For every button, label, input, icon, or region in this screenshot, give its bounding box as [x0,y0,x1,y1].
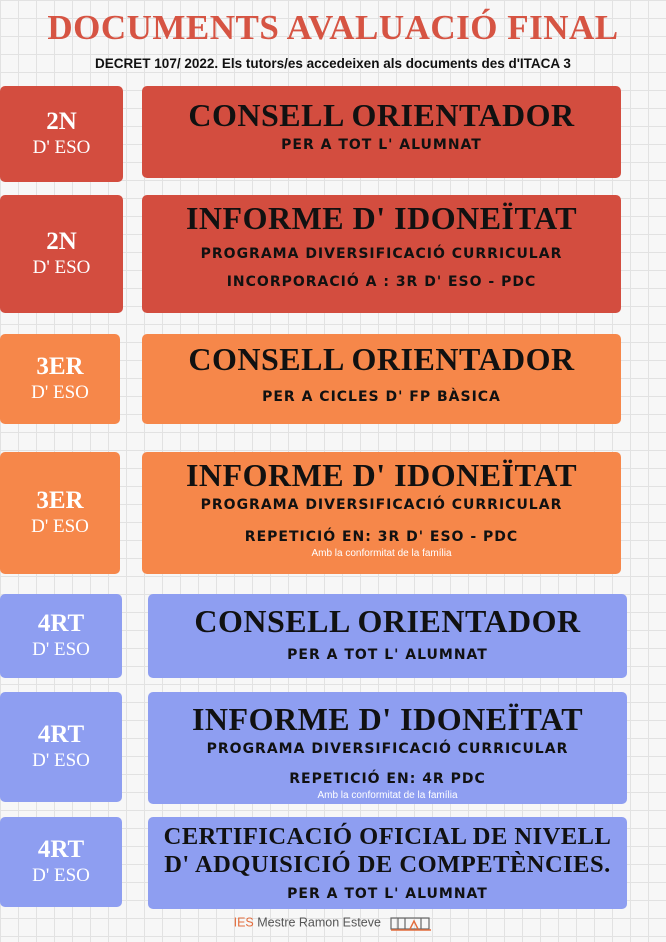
card-line: PER A CICLES D' FP BÀSICA [262,389,501,405]
card-line: PER A TOT L' ALUMNAT [281,137,482,153]
card-informe-idoneitat-3er [142,452,621,574]
card-heading: INFORME D' IDONEÏTAT [185,457,578,493]
card-heading-line-2: D' ADQUISICIÓ DE COMPETÈNCIES. [164,851,611,878]
grade-level: 2N [46,108,77,135]
card-heading: INFORME D' IDONEÏTAT [191,701,584,737]
card-line: PROGRAMA DIVERSIFICACIÓ CURRICULAR [200,497,563,513]
grade-level: 4RT [37,721,85,748]
card-heading: CONSELL ORIENTADOR [188,97,575,133]
card-line: PER A TOT L' ALUMNAT [287,647,488,663]
card-heading: CONSELL ORIENTADOR [194,603,581,639]
card-heading-line-1: CERTIFICACIÓ OFICIAL DE NIVELL [163,823,612,850]
card-line: PROGRAMA DIVERSIFICACIÓ CURRICULAR [206,741,569,757]
grade-stage: D' ESO [31,382,89,403]
grade-stage: D' ESO [32,137,91,158]
card-informe-idoneitat-4rt [148,692,627,804]
card-line: REPETICIÓ EN: 4R PDC [289,771,486,787]
card-heading: INFORME D' IDONEÏTAT [185,200,578,236]
grade-badge-2n-consell [0,86,123,182]
page-subtitle: DECRET 107/ 2022. Els tutors/es accedeixen als documents des d'ITACA 3 [95,56,571,71]
card-consell-orientador-3er [142,334,621,424]
grade-stage: D' ESO [32,865,90,886]
card-line: PER A TOT L' ALUMNAT [287,886,488,902]
grade-badge-4rt-consell [0,594,122,678]
card-heading: CONSELL ORIENTADOR [188,341,575,377]
school-logo-icon [390,915,432,931]
grade-badge-4rt-certificacio [0,817,122,907]
card-note: Amb la conformitat de la família [311,548,452,559]
grade-level: 2N [46,228,77,255]
grade-stage: D' ESO [32,257,91,278]
grade-level: 3ER [36,353,84,380]
grade-level: 4RT [37,610,85,637]
card-line: PROGRAMA DIVERSIFICACIÓ CURRICULAR [200,246,563,262]
grade-badge-2n-informe [0,195,123,313]
grade-stage: D' ESO [32,750,90,771]
page-title: DOCUMENTS AVALUACIÓ FINAL [47,8,619,47]
grade-stage: D' ESO [32,639,90,660]
card-certificacio-oficial-4rt [148,817,627,909]
grade-badge-3er-consell [0,334,120,424]
grade-level: 4RT [37,836,85,863]
card-consell-orientador-4rt [148,594,627,678]
card-consell-orientador-2n [142,86,621,178]
card-note: Amb la conformitat de la família [317,790,458,801]
grade-level: 3ER [36,487,84,514]
grade-badge-4rt-informe [0,692,122,802]
grade-badge-3er-informe [0,452,120,574]
card-line: REPETICIÓ EN: 3R D' ESO - PDC [244,529,519,545]
grade-stage: D' ESO [31,516,89,537]
card-informe-idoneitat-2n [142,195,621,313]
card-line: INCORPORACIÓ A : 3R D' ESO - PDC [226,274,537,290]
footer-school-prefix: IES [233,915,254,930]
footer-school [0,915,666,931]
footer-school-name: Mestre Ramon Esteve [257,915,381,930]
